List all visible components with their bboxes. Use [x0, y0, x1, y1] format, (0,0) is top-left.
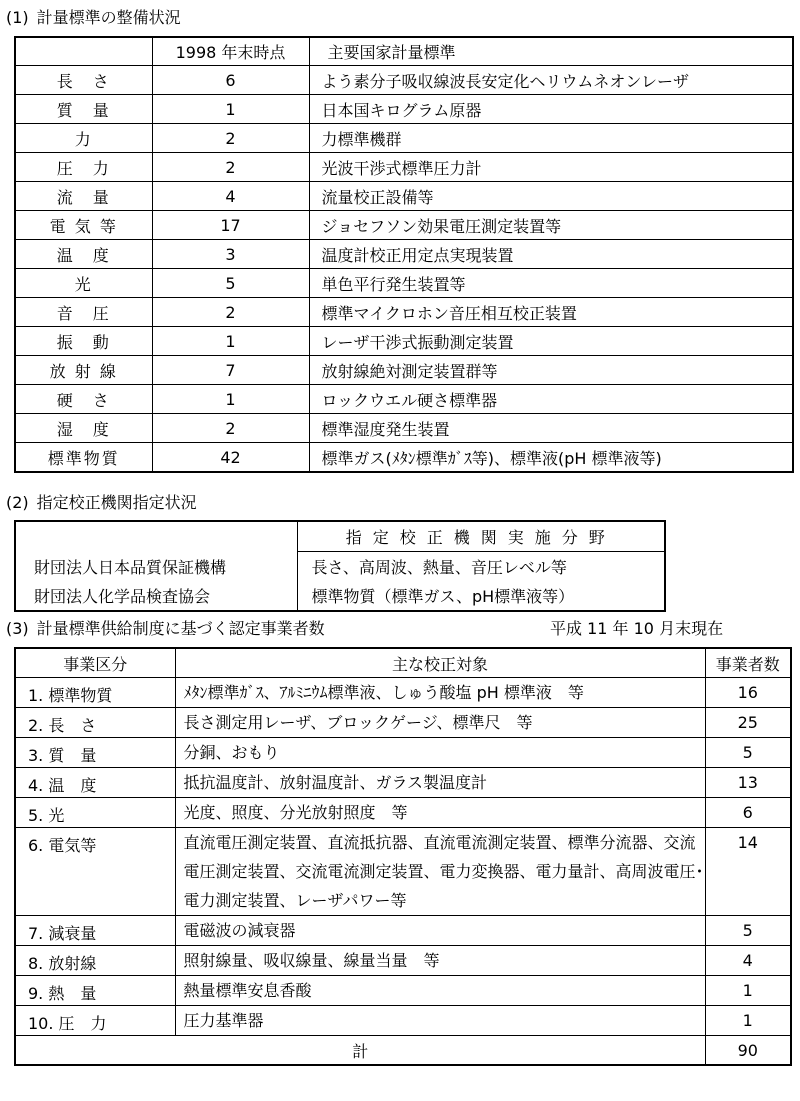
table-row: [15, 946, 791, 976]
section2-number: (2): [6, 493, 29, 512]
table-row: [15, 443, 793, 473]
quantity-name: 振 動: [15, 327, 152, 356]
quantity-name: 温 度: [15, 240, 152, 269]
as-of-date: 平成 11 年 10 月末現在: [550, 619, 724, 638]
quantity-name: 音 圧: [15, 298, 152, 327]
national-standard: 流量校正設備等: [309, 182, 793, 211]
table-row: [15, 1006, 791, 1036]
table-row: [15, 916, 791, 946]
national-standard: よう素分子吸収線波長安定化ヘリウムネオンレーザ: [309, 66, 793, 95]
national-standard: 標準ガス(ﾒﾀﾝ標準ｶﾞｽ等)、標準液(pH 標準液等): [309, 443, 793, 473]
section2-heading: [6, 493, 197, 513]
accredited-operators-table: [14, 647, 792, 1066]
calibration-field: 標準物質（標準ガス、pH標準液等）: [311, 587, 575, 606]
total-label: 計: [15, 1036, 705, 1066]
quantity-name: 流 量: [15, 182, 152, 211]
total-count: 90: [705, 1036, 791, 1066]
standard-count: 1: [152, 385, 309, 414]
standard-count: 17: [152, 211, 309, 240]
business-category: 1. 標準物質: [15, 678, 175, 708]
national-standard: ロックウエル硬さ標準器: [309, 385, 793, 414]
section1-title: 計量標準の整備状況: [36, 8, 181, 27]
calibration-target: ﾒﾀﾝ標準ｶﾞｽ、ｱﾙﾐﾆｳﾑ標準液、しゅう酸塩 pH 標準液 等: [175, 678, 705, 708]
table-row: [15, 153, 793, 182]
operator-count: 13: [705, 768, 791, 798]
header-blank: [15, 37, 152, 66]
quantity-name: 電 気 等: [15, 211, 152, 240]
section2-title: 指定校正機関指定状況: [36, 493, 197, 512]
calibration-target: 光度、照度、分光放射照度 等: [175, 798, 705, 828]
table-row: [15, 66, 793, 95]
standard-count: 42: [152, 443, 309, 473]
table-row: [15, 768, 791, 798]
quantity-name: 放 射 線: [15, 356, 152, 385]
calibration-target: 直流電圧測定装置、直流抵抗器、直流電流測定装置、標準分流器、交流電圧測定装置、交流電流測定装置、電力変換器、電力量計、高周波電圧･電力測定装置、レーザパワー等: [175, 828, 705, 916]
table-row: [15, 182, 793, 211]
table-row: [15, 738, 791, 768]
business-category: 4. 温 度: [15, 768, 175, 798]
national-standard: 標準マイクロホン音圧相互校正装置: [309, 298, 793, 327]
national-standard: 標準湿度発生装置: [309, 414, 793, 443]
standard-count: 6: [152, 66, 309, 95]
standard-count: 7: [152, 356, 309, 385]
standard-count: 3: [152, 240, 309, 269]
table-row: [15, 356, 793, 385]
section3-title: 計量標準供給制度に基づく認定事業者数: [36, 619, 325, 638]
national-standard: 光波干渉式標準圧力計: [309, 153, 793, 182]
standard-count: 1: [152, 95, 309, 124]
national-standard: 温度計校正用定点実現装置: [309, 240, 793, 269]
section3-number: (3): [6, 619, 29, 638]
operator-count: 25: [705, 708, 791, 738]
business-category: 8. 放射線: [15, 946, 175, 976]
measurement-standards-table: [14, 36, 794, 473]
operator-count: 5: [705, 916, 791, 946]
standard-count: 2: [152, 298, 309, 327]
quantity-name: 湿 度: [15, 414, 152, 443]
business-category: 10. 圧 力: [15, 1006, 175, 1036]
table-row: [15, 581, 665, 611]
operator-count: 1: [705, 1006, 791, 1036]
calibration-field: 長さ、高周波、熱量、音圧レベル等: [311, 558, 567, 577]
business-category: 3. 質 量: [15, 738, 175, 768]
quantity-name: 質 量: [15, 95, 152, 124]
operator-count: 6: [705, 798, 791, 828]
table-row: [15, 240, 793, 269]
national-standard: レーザ干渉式振動測定装置: [309, 327, 793, 356]
table-row: [15, 269, 793, 298]
table-row: [15, 552, 665, 582]
header-field: 指定校正機関実施分野: [297, 521, 665, 552]
header-count: 事業者数: [705, 648, 791, 678]
section3-heading: [6, 619, 325, 639]
operator-count: 14: [705, 828, 791, 916]
quantity-name: 標準物質: [15, 443, 152, 473]
calibration-target: 分銅、おもり: [175, 738, 705, 768]
header-blank: [15, 521, 297, 552]
national-standard: 日本国キログラム原器: [309, 95, 793, 124]
business-category: 5. 光: [15, 798, 175, 828]
national-standard: 単色平行発生装置等: [309, 269, 793, 298]
business-category: 9. 熱 量: [15, 976, 175, 1006]
table-header-row: [15, 521, 665, 552]
header-standard: 主要国家計量標準: [309, 37, 793, 66]
table-row: [15, 414, 793, 443]
standard-count: 1: [152, 327, 309, 356]
quantity-name: 光: [15, 269, 152, 298]
header-count: 1998 年末時点: [152, 37, 309, 66]
table-row: [15, 708, 791, 738]
organization-name: 財団法人日本品質保証機構: [15, 552, 297, 582]
table-header-row: [15, 648, 791, 678]
section1-number: (1): [6, 8, 29, 27]
national-standard: ジョセフソン効果電圧測定装置等: [309, 211, 793, 240]
table-row: [15, 798, 791, 828]
section1-heading: [6, 8, 181, 28]
standard-count: 5: [152, 269, 309, 298]
table-row: [15, 124, 793, 153]
standard-count: 4: [152, 182, 309, 211]
quantity-name: 長 さ: [15, 66, 152, 95]
table-row: [15, 298, 793, 327]
header-target: 主な校正対象: [175, 648, 705, 678]
standard-count: 2: [152, 153, 309, 182]
calibration-target: 圧力基準器: [175, 1006, 705, 1036]
designated-calibration-table: [14, 520, 666, 612]
table-header-row: [15, 37, 793, 66]
table-row: [15, 327, 793, 356]
operator-count: 5: [705, 738, 791, 768]
header-category: 事業区分: [15, 648, 175, 678]
operator-count: 16: [705, 678, 791, 708]
table-row: [15, 976, 791, 1006]
organization-name: 財団法人化学品検査協会: [15, 581, 297, 611]
table-row: [15, 828, 791, 916]
standard-count: 2: [152, 124, 309, 153]
calibration-target: 熱量標準安息香酸: [175, 976, 705, 1006]
business-category: 7. 減衰量: [15, 916, 175, 946]
calibration-target: 抵抗温度計、放射温度計、ガラス製温度計: [175, 768, 705, 798]
quantity-name: 圧 力: [15, 153, 152, 182]
quantity-name: 力: [15, 124, 152, 153]
business-category: 6. 電気等: [15, 828, 175, 916]
calibration-target: 長さ測定用レーザ、ブロックゲージ、標準尺 等: [175, 708, 705, 738]
operator-count: 4: [705, 946, 791, 976]
operator-count: 1: [705, 976, 791, 1006]
table-row: [15, 95, 793, 124]
calibration-target: 電磁波の減衰器: [175, 916, 705, 946]
total-row: [15, 1036, 791, 1066]
quantity-name: 硬 さ: [15, 385, 152, 414]
standard-count: 2: [152, 414, 309, 443]
business-category: 2. 長 さ: [15, 708, 175, 738]
national-standard: 力標準機群: [309, 124, 793, 153]
calibration-target: 照射線量、吸収線量、線量当量 等: [175, 946, 705, 976]
table-row: [15, 211, 793, 240]
national-standard: 放射線絶対測定装置群等: [309, 356, 793, 385]
table-row: [15, 385, 793, 414]
table-row: [15, 678, 791, 708]
